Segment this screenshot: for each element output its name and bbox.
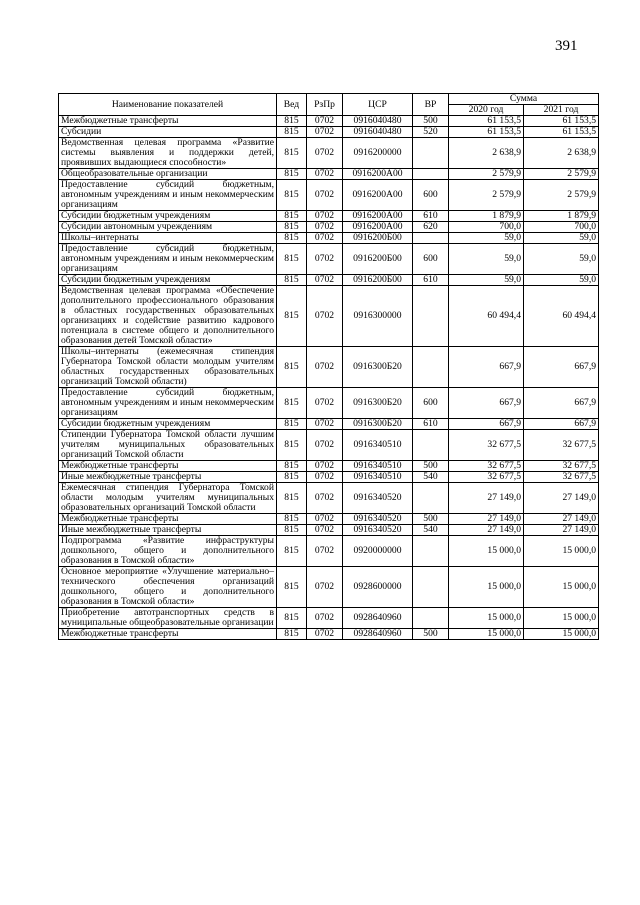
cell-sum-2021: 2 579,9 bbox=[524, 180, 599, 211]
cell-ved: 815 bbox=[277, 483, 307, 514]
cell-vr: 500 bbox=[413, 116, 449, 127]
table-row bbox=[59, 419, 599, 430]
cell-sum-2021: 32 677,5 bbox=[524, 461, 599, 472]
table-row bbox=[59, 244, 599, 275]
cell-ved: 815 bbox=[277, 169, 307, 180]
cell-sum-2020: 32 677,5 bbox=[449, 461, 524, 472]
table-row bbox=[59, 514, 599, 525]
cell-csr: 0916340520 bbox=[343, 525, 413, 536]
cell-rzpr: 0702 bbox=[307, 430, 343, 461]
table-row bbox=[59, 472, 599, 483]
cell-sum-2020: 59,0 bbox=[449, 244, 524, 275]
cell-ved: 815 bbox=[277, 138, 307, 169]
cell-name: Подпрограмма «Развитие инфраструктуры дошкольного, общего и дополнительного образования в Томской области» bbox=[59, 536, 277, 567]
cell-ved: 815 bbox=[277, 127, 307, 138]
cell-name: Субсидии автономным учреждениям bbox=[59, 222, 277, 233]
cell-ved: 815 bbox=[277, 275, 307, 286]
cell-rzpr: 0702 bbox=[307, 211, 343, 222]
cell-rzpr: 0702 bbox=[307, 347, 343, 388]
cell-csr: 0916300Б20 bbox=[343, 347, 413, 388]
cell-sum-2021: 32 677,5 bbox=[524, 472, 599, 483]
cell-rzpr: 0702 bbox=[307, 629, 343, 640]
cell-sum-2020: 15 000,0 bbox=[449, 536, 524, 567]
cell-vr bbox=[413, 430, 449, 461]
cell-csr: 0916340520 bbox=[343, 483, 413, 514]
cell-name: Стипендии Губернатора Томской области лучшим учителям муниципальных образовательных организаций Томской области bbox=[59, 430, 277, 461]
cell-name: Приобретение автотранспортных средств в муниципальные общеобразовательные организации bbox=[59, 608, 277, 629]
table-row bbox=[59, 430, 599, 461]
cell-csr: 0916340520 bbox=[343, 514, 413, 525]
cell-csr: 0920000000 bbox=[343, 536, 413, 567]
table-row bbox=[59, 169, 599, 180]
cell-csr: 0928640960 bbox=[343, 629, 413, 640]
cell-vr: 500 bbox=[413, 514, 449, 525]
cell-csr: 0916200А00 bbox=[343, 169, 413, 180]
cell-sum-2021: 15 000,0 bbox=[524, 567, 599, 608]
header-sum: Сумма bbox=[449, 94, 599, 105]
cell-csr: 0916200Б00 bbox=[343, 244, 413, 275]
cell-sum-2021: 59,0 bbox=[524, 244, 599, 275]
cell-ved: 815 bbox=[277, 180, 307, 211]
cell-csr: 0928640960 bbox=[343, 608, 413, 629]
cell-name: Школы–интернаты (ежемесячная стипендия Губернатора Томской области молодым учителям областных государственных образовательных организаций Томской области) bbox=[59, 347, 277, 388]
cell-ved: 815 bbox=[277, 608, 307, 629]
cell-sum-2021: 27 149,0 bbox=[524, 514, 599, 525]
cell-vr: 540 bbox=[413, 525, 449, 536]
cell-vr: 600 bbox=[413, 388, 449, 419]
cell-rzpr: 0702 bbox=[307, 116, 343, 127]
cell-sum-2021: 15 000,0 bbox=[524, 536, 599, 567]
cell-sum-2021: 32 677,5 bbox=[524, 430, 599, 461]
cell-ved: 815 bbox=[277, 536, 307, 567]
cell-name: Иные межбюджетные трансферты bbox=[59, 525, 277, 536]
cell-csr: 0916300000 bbox=[343, 286, 413, 347]
table-row bbox=[59, 286, 599, 347]
table-row bbox=[59, 525, 599, 536]
cell-sum-2020: 2 579,9 bbox=[449, 169, 524, 180]
cell-vr: 610 bbox=[413, 275, 449, 286]
cell-name: Предоставление субсидий бюджетным, автономным учреждениям и иным некоммерческим организациям bbox=[59, 244, 277, 275]
cell-sum-2021: 59,0 bbox=[524, 275, 599, 286]
cell-ved: 815 bbox=[277, 461, 307, 472]
cell-csr: 0916200Б00 bbox=[343, 275, 413, 286]
table-row bbox=[59, 483, 599, 514]
cell-sum-2020: 61 153,5 bbox=[449, 116, 524, 127]
cell-csr: 0916300Б20 bbox=[343, 388, 413, 419]
cell-vr: 610 bbox=[413, 419, 449, 430]
cell-name: Школы–интернаты bbox=[59, 233, 277, 244]
table-row bbox=[59, 388, 599, 419]
cell-name: Межбюджетные трансферты bbox=[59, 629, 277, 640]
cell-rzpr: 0702 bbox=[307, 169, 343, 180]
cell-ved: 815 bbox=[277, 116, 307, 127]
budget-table bbox=[58, 93, 599, 640]
header-vr: ВР bbox=[413, 94, 449, 116]
cell-rzpr: 0702 bbox=[307, 222, 343, 233]
cell-sum-2020: 2 579,9 bbox=[449, 180, 524, 211]
cell-vr: 600 bbox=[413, 244, 449, 275]
cell-vr bbox=[413, 169, 449, 180]
cell-sum-2020: 667,9 bbox=[449, 388, 524, 419]
cell-ved: 815 bbox=[277, 472, 307, 483]
table-row bbox=[59, 180, 599, 211]
cell-sum-2020: 27 149,0 bbox=[449, 525, 524, 536]
cell-name: Субсидии бюджетным учреждениям bbox=[59, 211, 277, 222]
table-row bbox=[59, 461, 599, 472]
cell-name: Межбюджетные трансферты bbox=[59, 514, 277, 525]
cell-sum-2020: 15 000,0 bbox=[449, 629, 524, 640]
cell-name: Межбюджетные трансферты bbox=[59, 461, 277, 472]
cell-sum-2021: 2 579,9 bbox=[524, 169, 599, 180]
cell-csr: 0916200000 bbox=[343, 138, 413, 169]
table-row bbox=[59, 116, 599, 127]
cell-sum-2021: 700,0 bbox=[524, 222, 599, 233]
header-rzpr: РзПр bbox=[307, 94, 343, 116]
cell-vr: 540 bbox=[413, 472, 449, 483]
cell-sum-2021: 667,9 bbox=[524, 419, 599, 430]
cell-sum-2020: 1 879,9 bbox=[449, 211, 524, 222]
cell-sum-2021: 1 879,9 bbox=[524, 211, 599, 222]
cell-rzpr: 0702 bbox=[307, 514, 343, 525]
cell-sum-2020: 15 000,0 bbox=[449, 608, 524, 629]
cell-name: Субсидии bbox=[59, 127, 277, 138]
cell-csr: 0916200А00 bbox=[343, 211, 413, 222]
cell-name: Субсидии бюджетным учреждениям bbox=[59, 275, 277, 286]
cell-rzpr: 0702 bbox=[307, 472, 343, 483]
table-row bbox=[59, 347, 599, 388]
cell-ved: 815 bbox=[277, 222, 307, 233]
cell-vr: 600 bbox=[413, 180, 449, 211]
cell-name: Ведомственная целевая программа «Развитие системы выявления и поддержки детей, проявивших выдающиеся способности» bbox=[59, 138, 277, 169]
cell-vr: 500 bbox=[413, 461, 449, 472]
cell-vr bbox=[413, 483, 449, 514]
header-year-2020: 2020 год bbox=[449, 105, 524, 116]
cell-rzpr: 0702 bbox=[307, 388, 343, 419]
cell-sum-2021: 15 000,0 bbox=[524, 629, 599, 640]
cell-rzpr: 0702 bbox=[307, 567, 343, 608]
cell-sum-2021: 667,9 bbox=[524, 388, 599, 419]
cell-rzpr: 0702 bbox=[307, 286, 343, 347]
cell-csr: 0916040480 bbox=[343, 127, 413, 138]
cell-vr bbox=[413, 138, 449, 169]
cell-vr: 610 bbox=[413, 211, 449, 222]
cell-sum-2021: 61 153,5 bbox=[524, 127, 599, 138]
cell-rzpr: 0702 bbox=[307, 138, 343, 169]
table-row bbox=[59, 138, 599, 169]
table-row bbox=[59, 608, 599, 629]
cell-ved: 815 bbox=[277, 244, 307, 275]
cell-vr bbox=[413, 567, 449, 608]
cell-rzpr: 0702 bbox=[307, 461, 343, 472]
cell-rzpr: 0702 bbox=[307, 536, 343, 567]
cell-rzpr: 0702 bbox=[307, 608, 343, 629]
table-row bbox=[59, 127, 599, 138]
cell-name: Основное мероприятие «Улучшение материально–технического обеспечения организаций дошкольного, общего и дополнительного образования в Томской области» bbox=[59, 567, 277, 608]
cell-sum-2020: 59,0 bbox=[449, 275, 524, 286]
cell-ved: 815 bbox=[277, 514, 307, 525]
cell-sum-2020: 27 149,0 bbox=[449, 483, 524, 514]
cell-sum-2020: 15 000,0 bbox=[449, 567, 524, 608]
cell-vr bbox=[413, 347, 449, 388]
cell-sum-2021: 61 153,5 bbox=[524, 116, 599, 127]
cell-ved: 815 bbox=[277, 629, 307, 640]
cell-ved: 815 bbox=[277, 567, 307, 608]
cell-csr: 0916200А00 bbox=[343, 180, 413, 211]
table-row bbox=[59, 211, 599, 222]
cell-sum-2020: 61 153,5 bbox=[449, 127, 524, 138]
cell-vr: 500 bbox=[413, 629, 449, 640]
cell-sum-2020: 32 677,5 bbox=[449, 430, 524, 461]
cell-sum-2020: 667,9 bbox=[449, 347, 524, 388]
cell-rzpr: 0702 bbox=[307, 419, 343, 430]
cell-ved: 815 bbox=[277, 233, 307, 244]
cell-sum-2020: 59,0 bbox=[449, 233, 524, 244]
cell-csr: 0928600000 bbox=[343, 567, 413, 608]
cell-name: Ежемесячная стипендия Губернатора Томской области молодым учителям муниципальных образовательных организаций Томской области bbox=[59, 483, 277, 514]
cell-vr: 620 bbox=[413, 222, 449, 233]
cell-ved: 815 bbox=[277, 525, 307, 536]
cell-name: Общеобразовательные организации bbox=[59, 169, 277, 180]
table-row bbox=[59, 222, 599, 233]
cell-sum-2020: 700,0 bbox=[449, 222, 524, 233]
cell-csr: 0916340510 bbox=[343, 461, 413, 472]
cell-csr: 0916340510 bbox=[343, 430, 413, 461]
cell-sum-2020: 2 638,9 bbox=[449, 138, 524, 169]
cell-csr: 0916200А00 bbox=[343, 222, 413, 233]
cell-csr: 0916340510 bbox=[343, 472, 413, 483]
table-row bbox=[59, 233, 599, 244]
cell-sum-2021: 15 000,0 bbox=[524, 608, 599, 629]
cell-vr bbox=[413, 233, 449, 244]
header-csr: ЦСР bbox=[343, 94, 413, 116]
cell-name: Межбюджетные трансферты bbox=[59, 116, 277, 127]
cell-sum-2020: 60 494,4 bbox=[449, 286, 524, 347]
header-name: Наименование показателей bbox=[59, 94, 277, 116]
table-body bbox=[59, 116, 599, 640]
cell-name: Ведомственная целевая программа «Обеспечение дополнительного профессионального образования в областных государственных образовательных организациях и содействие развитию кадрового потенциала в системе общего и дополнительного образования детей Томской области» bbox=[59, 286, 277, 347]
cell-sum-2020: 27 149,0 bbox=[449, 514, 524, 525]
cell-sum-2021: 60 494,4 bbox=[524, 286, 599, 347]
page-number: 391 bbox=[555, 38, 578, 54]
cell-sum-2021: 59,0 bbox=[524, 233, 599, 244]
cell-ved: 815 bbox=[277, 211, 307, 222]
cell-rzpr: 0702 bbox=[307, 233, 343, 244]
cell-name: Иные межбюджетные трансферты bbox=[59, 472, 277, 483]
cell-name: Субсидии бюджетным учреждениям bbox=[59, 419, 277, 430]
cell-sum-2020: 32 677,5 bbox=[449, 472, 524, 483]
cell-rzpr: 0702 bbox=[307, 244, 343, 275]
cell-ved: 815 bbox=[277, 347, 307, 388]
cell-csr: 0916040480 bbox=[343, 116, 413, 127]
cell-name: Предоставление субсидий бюджетным, автономным учреждениям и иным некоммерческим организациям bbox=[59, 388, 277, 419]
header-ved: Вед bbox=[277, 94, 307, 116]
cell-rzpr: 0702 bbox=[307, 483, 343, 514]
cell-vr bbox=[413, 536, 449, 567]
table-row bbox=[59, 567, 599, 608]
table-row bbox=[59, 275, 599, 286]
cell-rzpr: 0702 bbox=[307, 525, 343, 536]
cell-name: Предоставление субсидий бюджетным, автономным учреждениям и иным некоммерческим организациям bbox=[59, 180, 277, 211]
cell-vr bbox=[413, 608, 449, 629]
cell-vr bbox=[413, 286, 449, 347]
cell-sum-2021: 27 149,0 bbox=[524, 483, 599, 514]
cell-sum-2020: 667,9 bbox=[449, 419, 524, 430]
table-row bbox=[59, 536, 599, 567]
cell-rzpr: 0702 bbox=[307, 275, 343, 286]
cell-rzpr: 0702 bbox=[307, 127, 343, 138]
cell-csr: 0916200Б00 bbox=[343, 233, 413, 244]
header-year-2021: 2021 год bbox=[524, 105, 599, 116]
cell-csr: 0916300Б20 bbox=[343, 419, 413, 430]
cell-ved: 815 bbox=[277, 388, 307, 419]
cell-ved: 815 bbox=[277, 430, 307, 461]
cell-rzpr: 0702 bbox=[307, 180, 343, 211]
cell-sum-2021: 27 149,0 bbox=[524, 525, 599, 536]
cell-sum-2021: 2 638,9 bbox=[524, 138, 599, 169]
table-row bbox=[59, 629, 599, 640]
cell-ved: 815 bbox=[277, 419, 307, 430]
cell-vr: 520 bbox=[413, 127, 449, 138]
cell-ved: 815 bbox=[277, 286, 307, 347]
cell-sum-2021: 667,9 bbox=[524, 347, 599, 388]
